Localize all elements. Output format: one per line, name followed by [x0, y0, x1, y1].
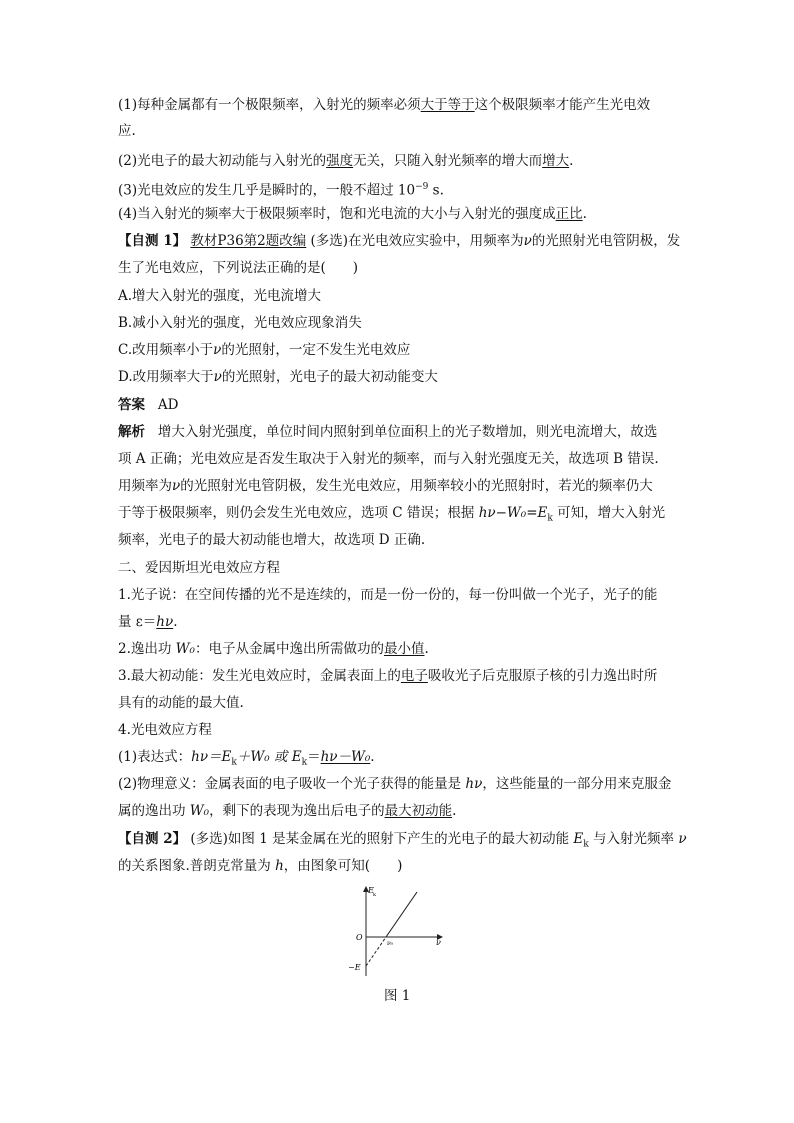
item-1: 1.光子说：在空间传播的光不是连续的，而是一份一份的，每一份叫做一个光子，光子的能 [118, 587, 658, 603]
question-2: 【自测 2】 (多选)如图 1 是某金属在光的照射下产生的光电子的最大初动能 $E_k$ 与入射光频率 ν [118, 831, 687, 850]
explanation-5: 频率，光电子的最大初动能也增大，故选项 D 正确. [118, 532, 426, 548]
y-axis-label: E [368, 886, 374, 895]
option-a: A.增大入射光的强度，光电流增大 [118, 288, 322, 304]
para-1: (1)每种金属都有一个极限频率，入射光的频率必须大于等于这个极限频率才能产生光电效 [118, 97, 651, 113]
para-2: (2)光电子的最大初动能与入射光的强度无关，只随入射光频率的增大而增大. [118, 153, 574, 169]
explanation-2: 项 A 正确；光电效应是否发生取决于入射光的频率，而与入射光强度无关，故选项 B 错误. [118, 451, 659, 467]
item-4: 4.光电效应方程 [118, 722, 212, 738]
para-1-cont: 应. [118, 123, 136, 139]
item-4-meaning: (2)物理意义：金属表面的电子吸收一个光子获得的能量是 hν，这些能量的一部分用来克服金 [118, 776, 672, 792]
item-4-meaning-cont: 属的逸出功 W₀，剩下的表现为逸出后电子的最大初动能. [118, 803, 457, 819]
explanation-3: 用频率为ν的光照射光电管阴极，发生光电效应，用频率较小的光照射时，若光的频率仍大 [118, 478, 653, 494]
explanation-1: 解析 增大入射光强度，单位时间内照射到单位面积上的光子数增加，则光电流增大，故选 [118, 424, 658, 440]
item-3: 3.最大初动能：发生光电效应时，金属表面上的电子吸收光子后克服原子核的引力逸出时所 [118, 668, 658, 684]
intercept-label: −E [348, 963, 361, 972]
ek-line [386, 892, 417, 937]
item-2: 2.逸出功 W₀：电子从金属中逸出所需做功的最小值. [118, 641, 429, 657]
item-4-expression: (1)表达式：$h\nu=E_k+W_0$ 或 $E_k=h\nu-W_0$. [118, 749, 375, 768]
explanation-4: 于等于极限频率，则仍会发生光电效应，选项 C 错误；根据 $h\nu-W_0=E_k$ 可知，增大入射光 [118, 505, 666, 524]
ek-line-extension [366, 937, 386, 966]
para-3: (3)光电效应的发生几乎是瞬时的，一般不超过 $10^{-9}$ s. [118, 182, 444, 199]
answer: 答案 AD [118, 397, 179, 413]
question-2-cont: 的关系图象.普朗克常量为 h，由图象可知( ) [118, 858, 403, 874]
item-3-cont: 具有的动能的最大值. [118, 695, 244, 711]
para-4: (4)当入射光的频率大于极限频率时，饱和光电流的大小与入射光的强度成正比. [118, 206, 587, 222]
threshold-label: ν₀ [387, 940, 394, 947]
option-c: C.改用频率小于ν的光照射，一定不发生光电效应 [118, 342, 411, 358]
question-1-cont: 生了光电效应，下列说法正确的是( ) [118, 260, 359, 276]
section-heading: 二、爱因斯坦光电效应方程 [118, 560, 280, 576]
y-axis-sub: k [373, 892, 377, 898]
question-1: 【自测 1】 教材P36第2题改编 (多选)在光电效应实验中，用频率为ν的光照射光电管阴极，发 [118, 233, 681, 249]
ek-vs-frequency-graph [338, 884, 448, 979]
option-b: B.减小入射光的强度，光电效应现象消失 [118, 315, 362, 331]
item-1-cont: 量 ε＝hν. [118, 614, 178, 630]
origin-label: O [356, 933, 363, 942]
figure-caption: 图 1 [384, 988, 411, 1004]
x-axis-label: ν [436, 938, 441, 947]
option-d: D.改用频率大于ν的光照射，光电子的最大初动能变大 [118, 369, 438, 385]
